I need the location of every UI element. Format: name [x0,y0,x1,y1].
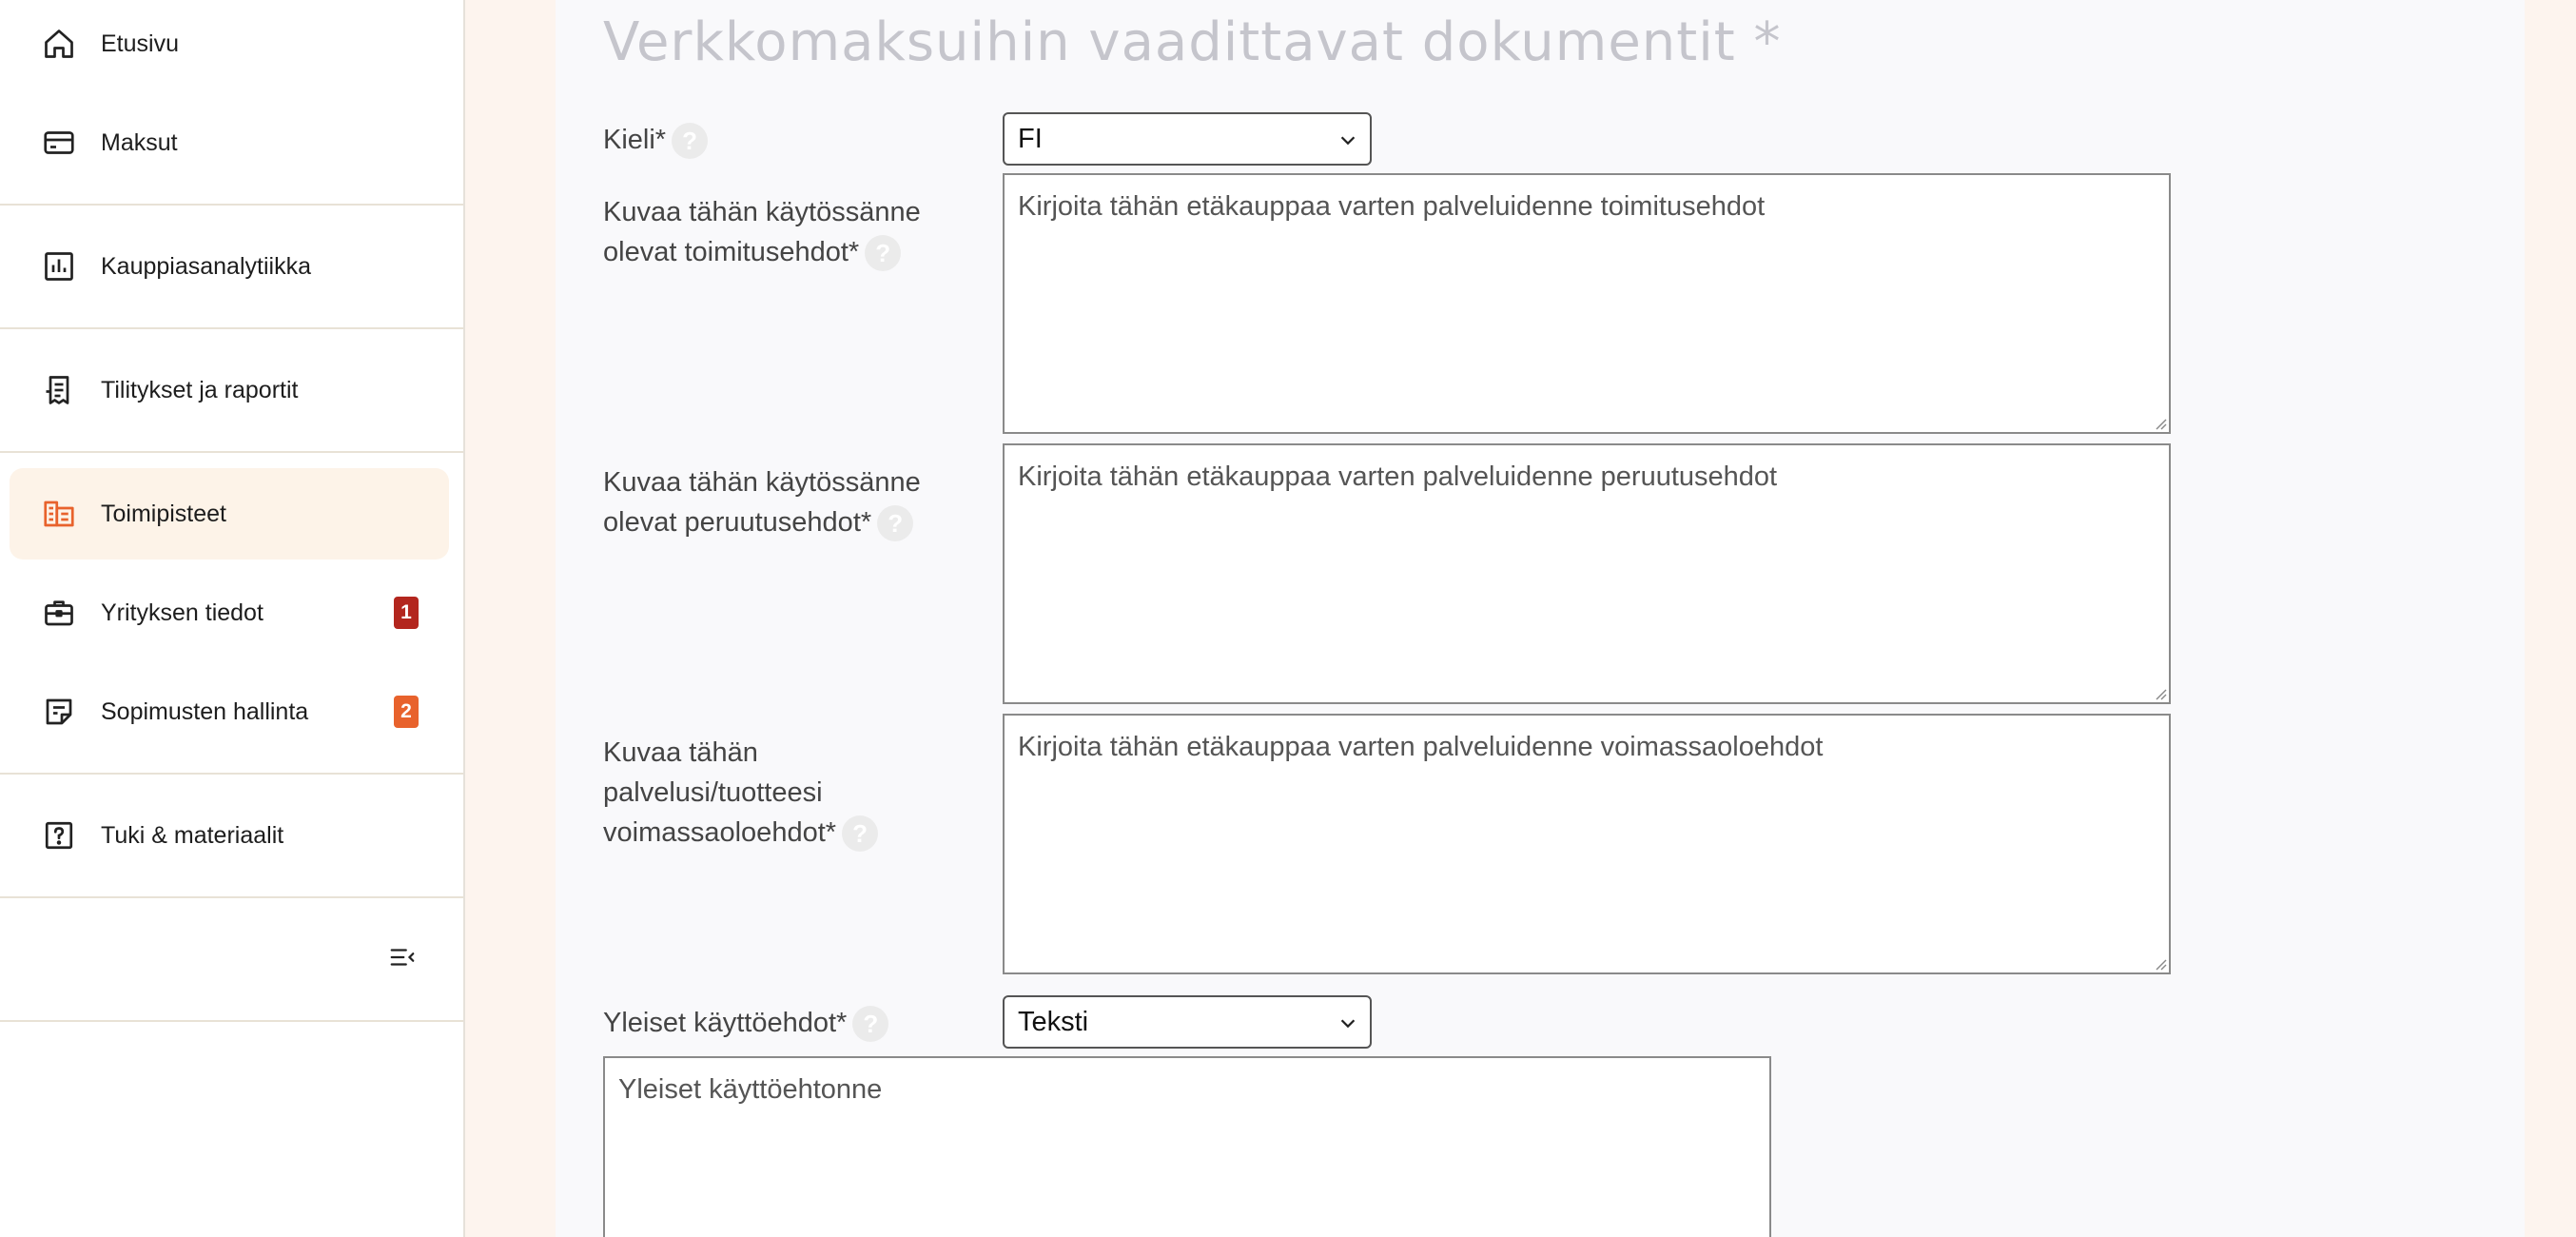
general-terms-label-text: Yleiset käyttöehdot* [603,1008,848,1038]
resize-grip-icon[interactable] [2152,955,2167,971]
delivery-terms-placeholder: Kirjoita tähän etäkauppaa varten palveluidenne toimitusehdot [1018,191,1766,222]
sidebar-item-etusivu[interactable] [10,0,449,89]
resize-grip-icon[interactable] [2152,685,2167,700]
language-label [603,120,984,160]
sidebar-item-maksut[interactable] [10,97,449,188]
chart-icon [40,247,78,285]
chevron-down-icon [1337,129,1358,150]
general-terms-label [603,1003,1003,1043]
help-icon[interactable]: ? [672,123,708,159]
sidebar-item-yrityksen-tiedot[interactable] [10,567,449,658]
main-content [556,0,2525,1237]
sidebar-item-label: Tilitykset ja raportit [101,376,299,403]
general-terms-type-select[interactable] [1003,995,1372,1049]
collapse-menu-icon [388,943,417,976]
cancellation-terms-placeholder: Kirjoita tähän etäkauppaa varten palveluidenne peruutusehdot [1018,461,1778,492]
general-terms-textarea[interactable] [603,1056,1771,1237]
validity-terms-textarea[interactable] [1003,714,2171,974]
sidebar-divider [0,896,463,898]
help-icon[interactable]: ? [877,505,913,541]
cancellation-terms-textarea[interactable] [1003,443,2171,704]
note-icon [40,693,78,731]
sidebar-item-label: Kauppiasanalytiikka [101,252,311,280]
sidebar-item-label: Toimipisteet [101,500,226,527]
help-box-icon [40,816,78,854]
cancellation-terms-label-text: Kuvaa tähän käytössänne olevat peruutusehdot* [603,467,921,538]
chevron-down-icon [1337,1012,1358,1033]
sidebar-item-tilitykset[interactable] [10,344,449,436]
sidebar [0,0,465,1237]
sidebar-divider [0,1020,463,1022]
sidebar-item-toimipisteet[interactable] [10,468,449,560]
delivery-terms-label [603,192,984,272]
receipt-icon [40,371,78,409]
sidebar-item-label: Yrityksen tiedot [101,599,263,626]
help-icon[interactable]: ? [865,235,901,271]
card-icon [40,124,78,162]
help-icon[interactable]: ? [842,815,878,852]
sidebar-item-kauppiasanalytiikka[interactable] [10,221,449,312]
validity-terms-label-text: Kuvaa tähän palvelusi/tuotteesi voimassaoloehdot* [603,737,837,848]
briefcase-icon [40,594,78,632]
delivery-terms-label-text: Kuvaa tähän käytössänne olevat toimitusehdot* [603,197,921,267]
sidebar-item-label: Sopimusten hallinta [101,697,309,725]
language-label-text: Kieli* [603,125,667,155]
delivery-terms-textarea[interactable] [1003,173,2171,434]
sidebar-divider [0,451,463,453]
sidebar-item-sopimusten-hallinta[interactable] [10,666,449,757]
resize-grip-icon[interactable] [2152,415,2167,430]
validity-terms-placeholder: Kirjoita tähän etäkauppaa varten palveluidenne voimassaoloehdot [1018,732,1824,762]
cancellation-terms-label [603,462,984,542]
sidebar-divider [0,204,463,206]
language-select[interactable] [1003,112,1372,166]
sidebar-divider [0,773,463,775]
sidebar-item-tuki[interactable] [10,790,449,881]
validity-terms-label [603,733,974,853]
notification-badge: 2 [394,696,419,728]
general-terms-type-value: Teksti [1018,1006,1089,1037]
sidebar-divider [0,327,463,329]
language-select-value: FI [1018,123,1043,154]
sidebar-item-label: Etusivu [101,29,179,57]
building-icon [40,495,78,533]
section-title: Verkkomaksuihin vaadittavat dokumentit * [603,11,1782,73]
sidebar-item-label: Maksut [101,128,178,156]
help-icon[interactable]: ? [852,1006,888,1042]
general-terms-placeholder: Yleiset käyttöehtonne [618,1074,883,1105]
collapse-sidebar-button[interactable] [385,942,420,976]
notification-badge: 1 [394,597,419,629]
home-icon [40,25,78,63]
sidebar-item-label: Tuki & materiaalit [101,821,284,849]
